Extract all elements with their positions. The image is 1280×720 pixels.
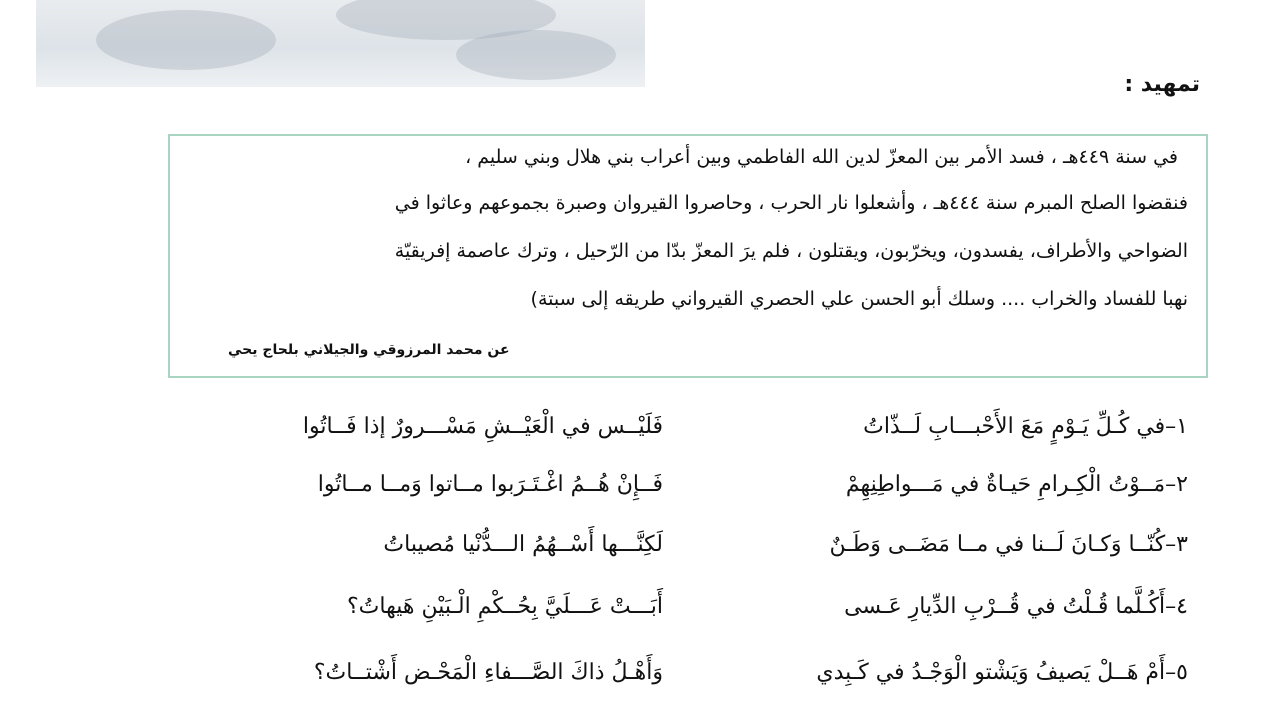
intro-line: نهبا للفساد والخراب .... وسلك أبو الحسن علي الحصري القيرواني طريقه إلى سبتة) [530, 288, 1188, 310]
verse-first-hemistich: ٥–أَمْ هَــلْ يَصيفُ وَيَشْتو الْوَجْـدُ في كَـبِدي [816, 660, 1188, 685]
intro-line: الضواحي والأطراف، يفسدون، ويخرّبون، ويقتلون ، فلم يرَ المعزّ بدّا من الرّحيل ، وترك عاصمة إفريقيّة [394, 240, 1188, 262]
verse-row [168, 594, 1208, 644]
verse-second-hemistich: لَكِنَّـــها أَسْــهُمُ الـــدُّنْيا مُصيباتُ [383, 532, 663, 557]
verse-second-hemistich: أَبَـــتْ عَـــلَيَّ بِحُــكْمِ الْـبَيْنِ هَيهاتُ؟ [347, 594, 663, 619]
intro-source: عن محمد المرزوقي والجيلاني بلحاج يحي [228, 342, 510, 358]
verse-first-hemistich: ٤–أَكُـلَّما قُـلْتُ في قُــرْبِ الدِّيارِ عَـسى [844, 594, 1188, 619]
header-photo [36, 0, 645, 87]
intro-line: فنقضوا الصلح المبرم سنة ٤٤٤هـ ، وأشعلوا نار الحرب ، وحاصروا القيروان وصبرة بجموعهم وعاثوا في [394, 192, 1188, 214]
verse-second-hemistich: فَــإِنْ هُــمُ اغْـتَـرَبوا مــاتوا وَمــا مــاتُوا [317, 472, 663, 497]
verse-row [168, 660, 1208, 710]
verse-first-hemistich: ٣–كُنّــا وَكـانَ لَــنا في مــا مَضَــى وَطَـنٌ [829, 532, 1188, 557]
verse-row [168, 532, 1208, 582]
verse-second-hemistich: وَأَهْـلُ ذاكَ الصَّـــفاءِ الْمَحْـض أَشْتــاتُ؟ [313, 660, 663, 685]
section-heading: تمهيد : [1124, 72, 1200, 97]
intro-box [168, 134, 1208, 378]
intro-line: في سنة ٤٤٩هـ ، فسد الأمر بين المعزّ لدين الله الفاطمي وبين أعراب بني هلال وبني سليم ، [465, 146, 1178, 168]
verse-second-hemistich: فَلَيْــس في الْعَيْــشِ مَسْـــرورٌ إذا فَــاتُوا [302, 414, 663, 439]
verse-row [168, 472, 1208, 522]
verse-row [168, 414, 1208, 464]
verse-first-hemistich: ١–في كُـلِّ يَـوْمٍ مَعَ الأَحْبـــابِ لَــذّاتُ [863, 414, 1188, 439]
verse-first-hemistich: ٢–مَــوْتُ الْكِـرامِ حَيـاةٌ في مَـــواطِنِهِمْ [845, 472, 1188, 497]
